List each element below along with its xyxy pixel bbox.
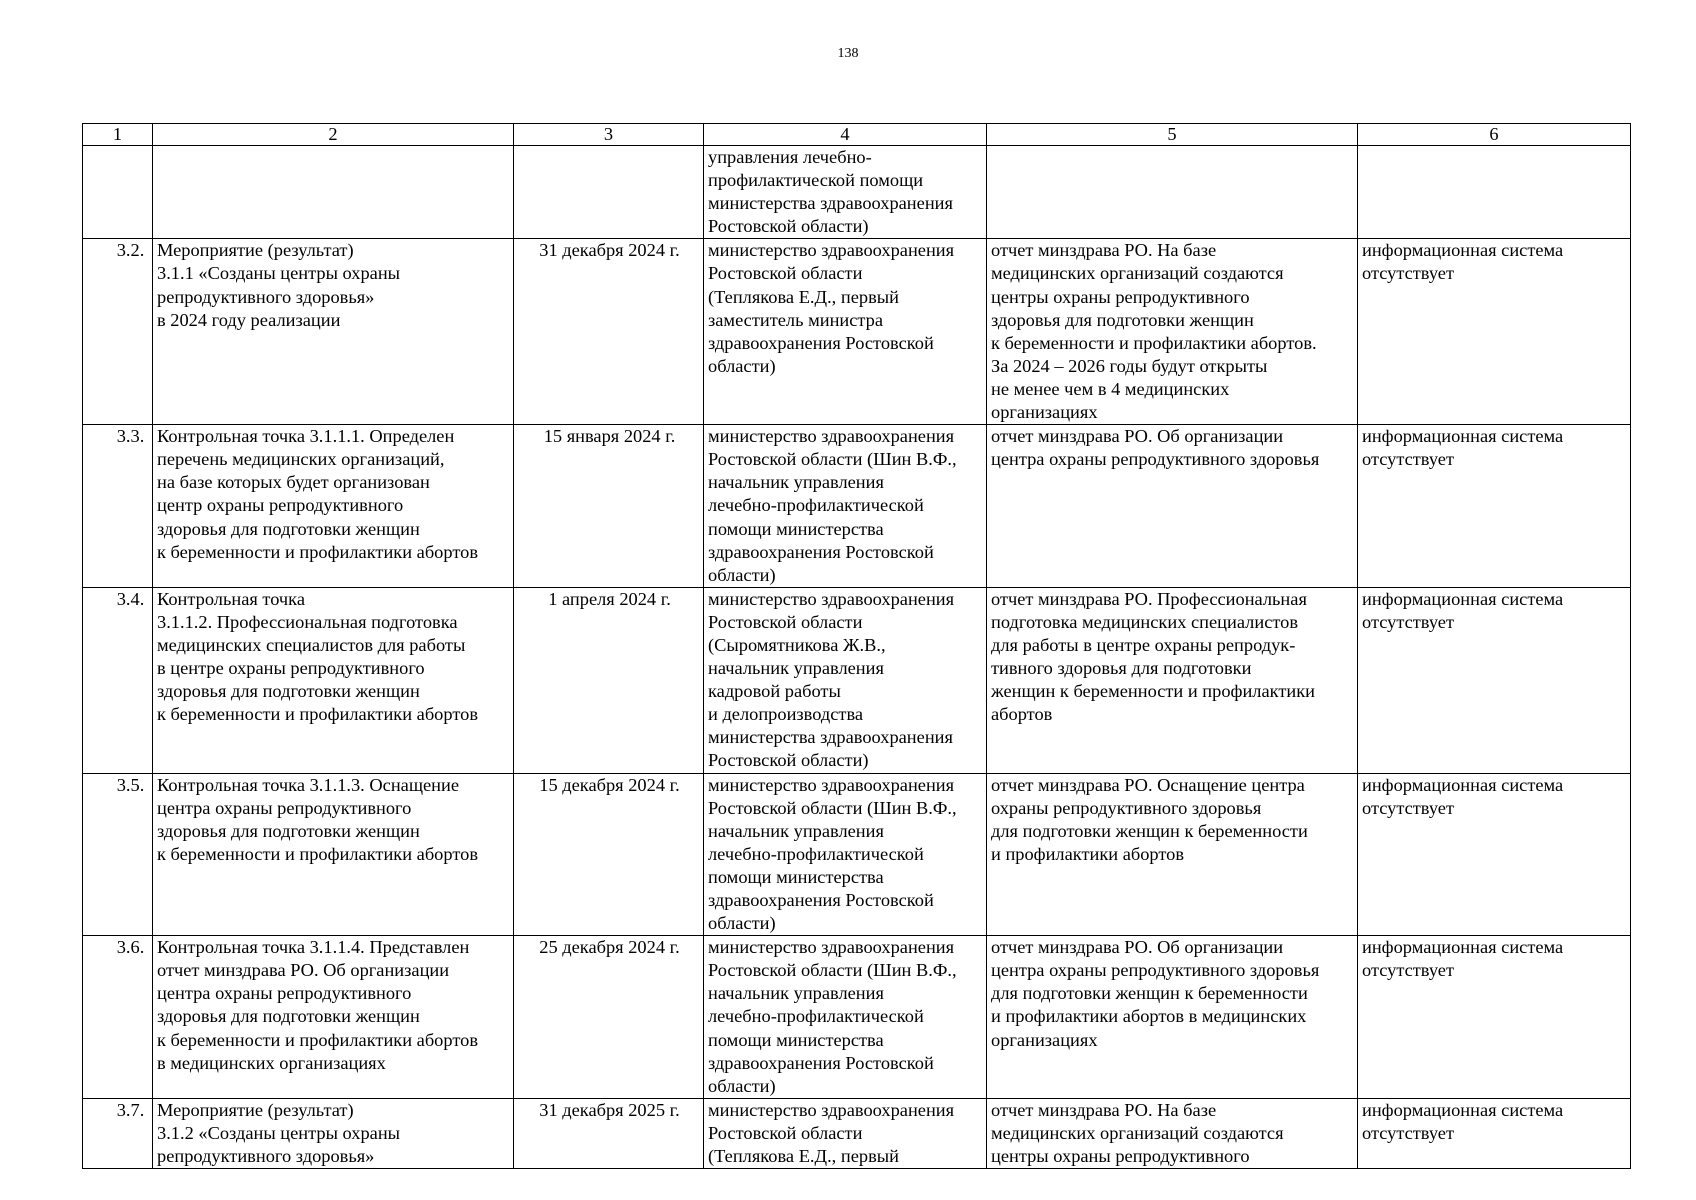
row-document: отчет минздрава РО. Об организации центра охраны репродуктивного здоровья (987, 425, 1358, 588)
row-document: отчет минздрава РО. Оснащение центра охраны репродуктивного здоровья для подготовки женщин к беременности и профилактики абортов (987, 773, 1358, 936)
column-header-5: 5 (987, 124, 1358, 146)
row-document (987, 146, 1358, 239)
row-date: 25 декабря 2024 г. (514, 936, 704, 1099)
row-date: 31 декабря 2025 г. (514, 1098, 704, 1168)
column-header-3: 3 (514, 124, 704, 146)
row-system (1358, 146, 1631, 239)
row-number: 3.7. (83, 1098, 153, 1168)
row-number: 3.2. (83, 239, 153, 425)
row-document: отчет минздрава РО. На базе медицинских организаций создаются центры охраны репродуктивного здоровья для подготовки женщин к беременности и профилактики абортов. За 2024 – 2026 годы будут открыты не менее чем в 4 медицинских организациях (987, 239, 1358, 425)
plan-table (82, 123, 1631, 1169)
row-responsible: министерство здравоохранения Ростовской области (Шин В.Ф., начальник управления лечебно-профилактической помощи министерства здравоохранения Ростовской области) (704, 936, 987, 1099)
row-responsible: министерство здравоохранения Ростовской области (Теплякова Е.Д., первый заместитель министра здравоохранения Ростовской области) (704, 239, 987, 425)
row-responsible: министерство здравоохранения Ростовской области (Шин В.Ф., начальник управления лечебно-профилактической помощи министерства здравоохранения Ростовской области) (704, 425, 987, 588)
page-number: 138 (837, 46, 859, 61)
row-name: Контрольная точка 3.1.1.4. Представлен отчет минздрава РО. Об организации центра охраны репродуктивного здоровья для подготовки женщин к беременности и профилактики абортов в медицинских организациях (153, 936, 514, 1099)
row-date: 31 декабря 2024 г. (514, 239, 704, 425)
row-name: Мероприятие (результат) 3.1.2 «Созданы центры охраны репродуктивного здоровья» (153, 1098, 514, 1168)
row-document: отчет минздрава РО. Профессиональная подготовка медицинских специалистов для работы в центре охраны репродук- тивного здоровья для подготовки женщин к беременности и профилактики абортов (987, 587, 1358, 773)
row-responsible: министерство здравоохранения Ростовской области (Теплякова Е.Д., первый (704, 1098, 987, 1168)
row-document: отчет минздрава РО. На базе медицинских организаций создаются центры охраны репродуктивного (987, 1098, 1358, 1168)
row-number: 3.3. (83, 425, 153, 588)
row-name (153, 146, 514, 239)
row-document: отчет минздрава РО. Об организации центра охраны репродуктивного здоровья для подготовки женщин к беременности и профилактики абортов в медицинских организациях (987, 936, 1358, 1099)
row-responsible: управления лечебно- профилактической помощи министерства здравоохранения Ростовской области) (704, 146, 987, 239)
row-number: 3.5. (83, 773, 153, 936)
row-name: Контрольная точка 3.1.1.2. Профессиональная подготовка медицинских специалистов для работы в центре охраны репродуктивного здоровья для подготовки женщин к беременности и профилактики абортов (153, 587, 514, 773)
row-date: 1 апреля 2024 г. (514, 587, 704, 773)
row-date (514, 146, 704, 239)
row-date: 15 декабря 2024 г. (514, 773, 704, 936)
row-name: Контрольная точка 3.1.1.3. Оснащение центра охраны репродуктивного здоровья для подготовки женщин к беременности и профилактики абортов (153, 773, 514, 936)
row-name: Мероприятие (результат) 3.1.1 «Созданы центры охраны репродуктивного здоровья» в 2024 году реализации (153, 239, 514, 425)
row-number (83, 146, 153, 239)
table-row (83, 425, 1631, 588)
row-system: информационная система отсутствует (1358, 936, 1631, 1099)
table-row (83, 1098, 1631, 1168)
row-system: информационная система отсутствует (1358, 587, 1631, 773)
row-number: 3.6. (83, 936, 153, 1099)
table-row (83, 146, 1631, 239)
table-row (83, 773, 1631, 936)
row-system: информационная система отсутствует (1358, 773, 1631, 936)
column-header-6: 6 (1358, 124, 1631, 146)
column-header-2: 2 (153, 124, 514, 146)
table-header-row (83, 124, 1631, 146)
row-responsible: министерство здравоохранения Ростовской области (Шин В.Ф., начальник управления лечебно-профилактической помощи министерства здравоохранения Ростовской области) (704, 773, 987, 936)
table-row (83, 239, 1631, 425)
row-date: 15 января 2024 г. (514, 425, 704, 588)
row-system: информационная система отсутствует (1358, 1098, 1631, 1168)
row-system: информационная система отсутствует (1358, 425, 1631, 588)
table-row (83, 936, 1631, 1099)
column-header-1: 1 (83, 124, 153, 146)
row-system: информационная система отсутствует (1358, 239, 1631, 425)
row-responsible: министерство здравоохранения Ростовской области (Сыромятникова Ж.В., начальник управления кадровой работы и делопроизводства министерства здравоохранения Ростовской области) (704, 587, 987, 773)
table-row (83, 587, 1631, 773)
row-name: Контрольная точка 3.1.1.1. Определен перечень медицинских организаций, на базе которых будет организован центр охраны репродуктивного здоровья для подготовки женщин к беременности и профилактики абортов (153, 425, 514, 588)
row-number: 3.4. (83, 587, 153, 773)
column-header-4: 4 (704, 124, 987, 146)
